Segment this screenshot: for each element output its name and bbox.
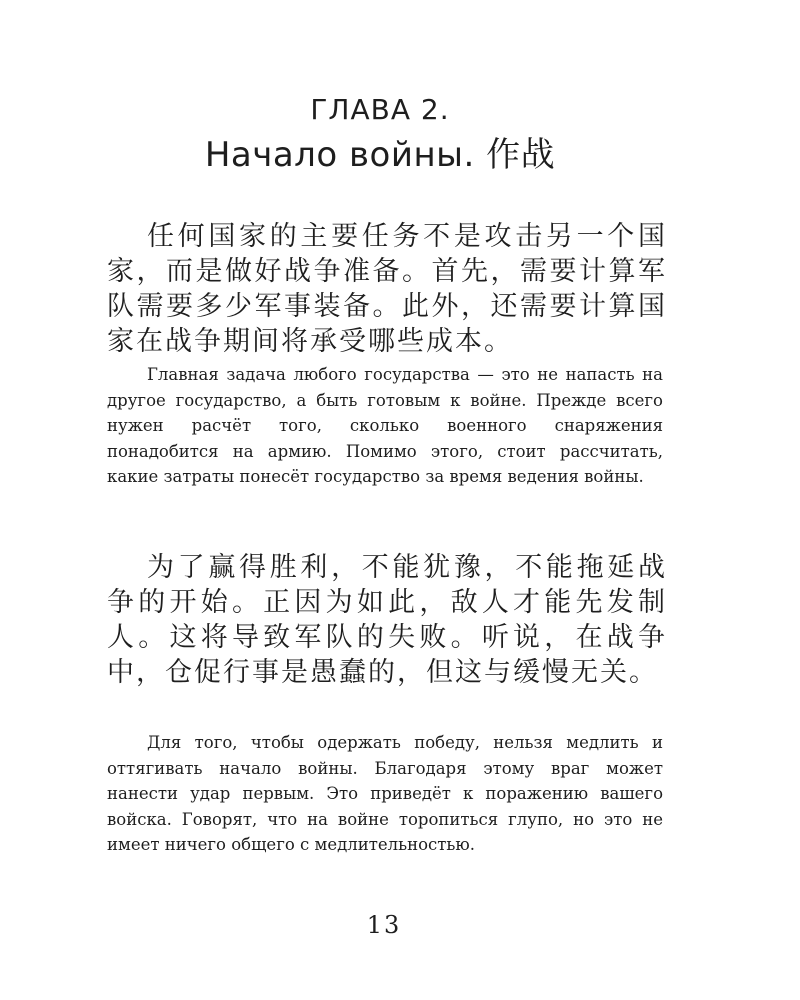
chinese-paragraph: 任何国家的主要任务不是攻击另一个国家，而是做好战争准备。首先，需要计算军队需要多少军事装备。此外，还需要计算国家在战争期间将承受哪些成本。 <box>107 221 667 357</box>
page-number: 13 <box>366 911 402 939</box>
russian-paragraph: Главная задача любого государства — это не напасть на другое государство, а быть готовым к войне. Прежде всего нужен расчёт того, сколько военного снаряжения понадобится на армию. Помимо этого, стоит рассчитать, какие затраты понесёт государство за время ведения войны. <box>107 365 663 486</box>
russian-paragraph: Для того, чтобы одержать победу, нельзя медлить и оттягивать начало войны. Благодаря этому враг может нанести удар первым. Это приведёт к поражению вашего войска. Говорят, что на войне торопиться глупо, но это не имеет ничего общего с медлительностью. <box>107 733 663 854</box>
chapter-title: Начало войны. 作战 <box>204 135 556 175</box>
chapter-label: ГЛАВА 2. <box>310 93 450 126</box>
chinese-paragraph: 为了赢得胜利，不能犹豫，不能拖延战争的开始。正因为如此，敌人才能先发制人。这将导致军队的失败。听说，在战争中，仓促行事是愚蠢的，但这与缓慢无关。 <box>107 552 667 688</box>
